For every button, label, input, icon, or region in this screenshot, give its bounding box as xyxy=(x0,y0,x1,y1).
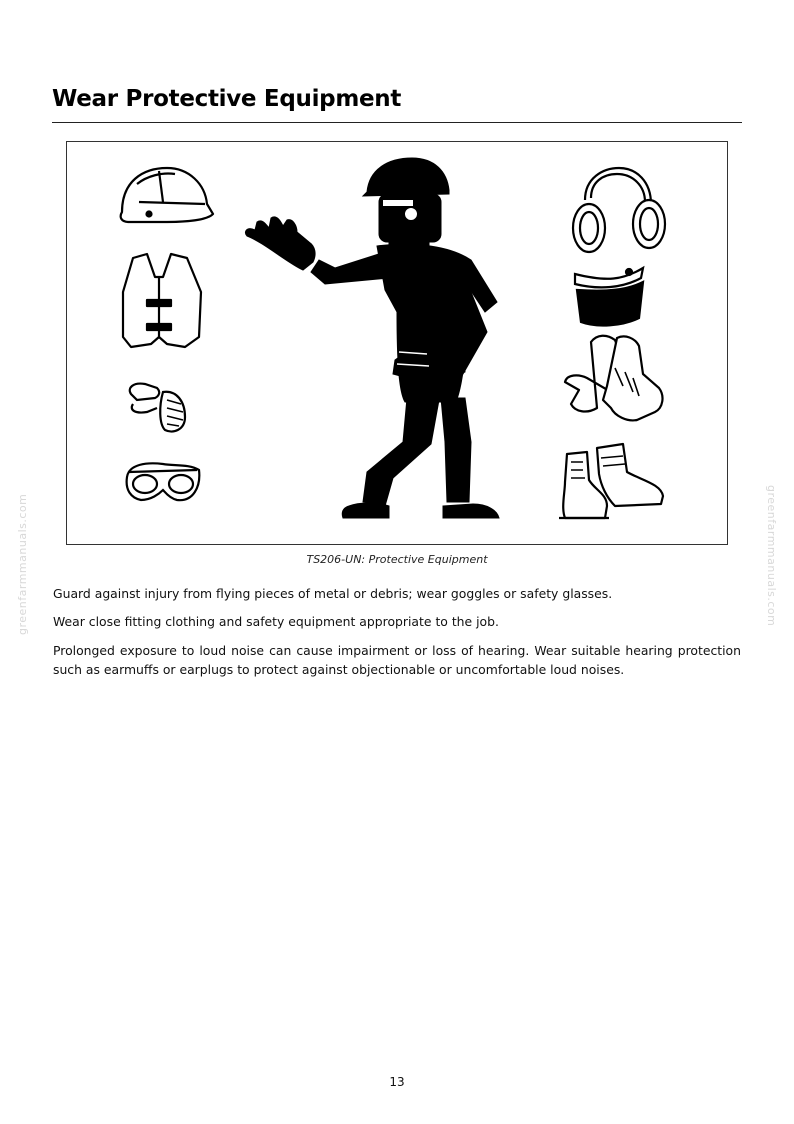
page-title: Wear Protective Equipment xyxy=(52,86,402,112)
earplugs-icon xyxy=(130,384,185,432)
hard-hat-icon xyxy=(121,168,213,222)
paragraph-hearing-protection: Prolonged exposure to loud noise can cause impairment or loss of hearing. Wear suitable hearing protection such as earmuffs or earplugs to protect against objectionable or uncomfortable loud noises. xyxy=(53,643,741,677)
watermark-left: greenfarmmanuals.com xyxy=(16,493,29,635)
protective-equipment-illustration xyxy=(67,142,727,544)
title-divider xyxy=(52,122,742,123)
safety-vest-icon xyxy=(123,254,201,347)
watermark-right: greenfarmmanuals.com xyxy=(765,485,778,627)
paragraph-eye-protection: Guard against injury from flying pieces of metal or debris; wear goggles or safety glasses. xyxy=(53,586,613,601)
work-gloves-icon xyxy=(565,336,662,421)
safety-goggles-icon xyxy=(127,463,200,500)
safety-boots-icon xyxy=(559,444,663,518)
figure-caption: TS206-UN: Protective Equipment xyxy=(306,553,488,566)
earmuffs-icon xyxy=(573,168,665,252)
worker-figure-icon xyxy=(245,158,499,518)
paragraph-clothing: Wear close fitting clothing and safety equipment appropriate to the job. xyxy=(53,614,499,629)
face-shield-icon xyxy=(575,268,643,325)
protective-equipment-figure xyxy=(66,141,728,545)
page-number: 13 xyxy=(389,1075,405,1089)
